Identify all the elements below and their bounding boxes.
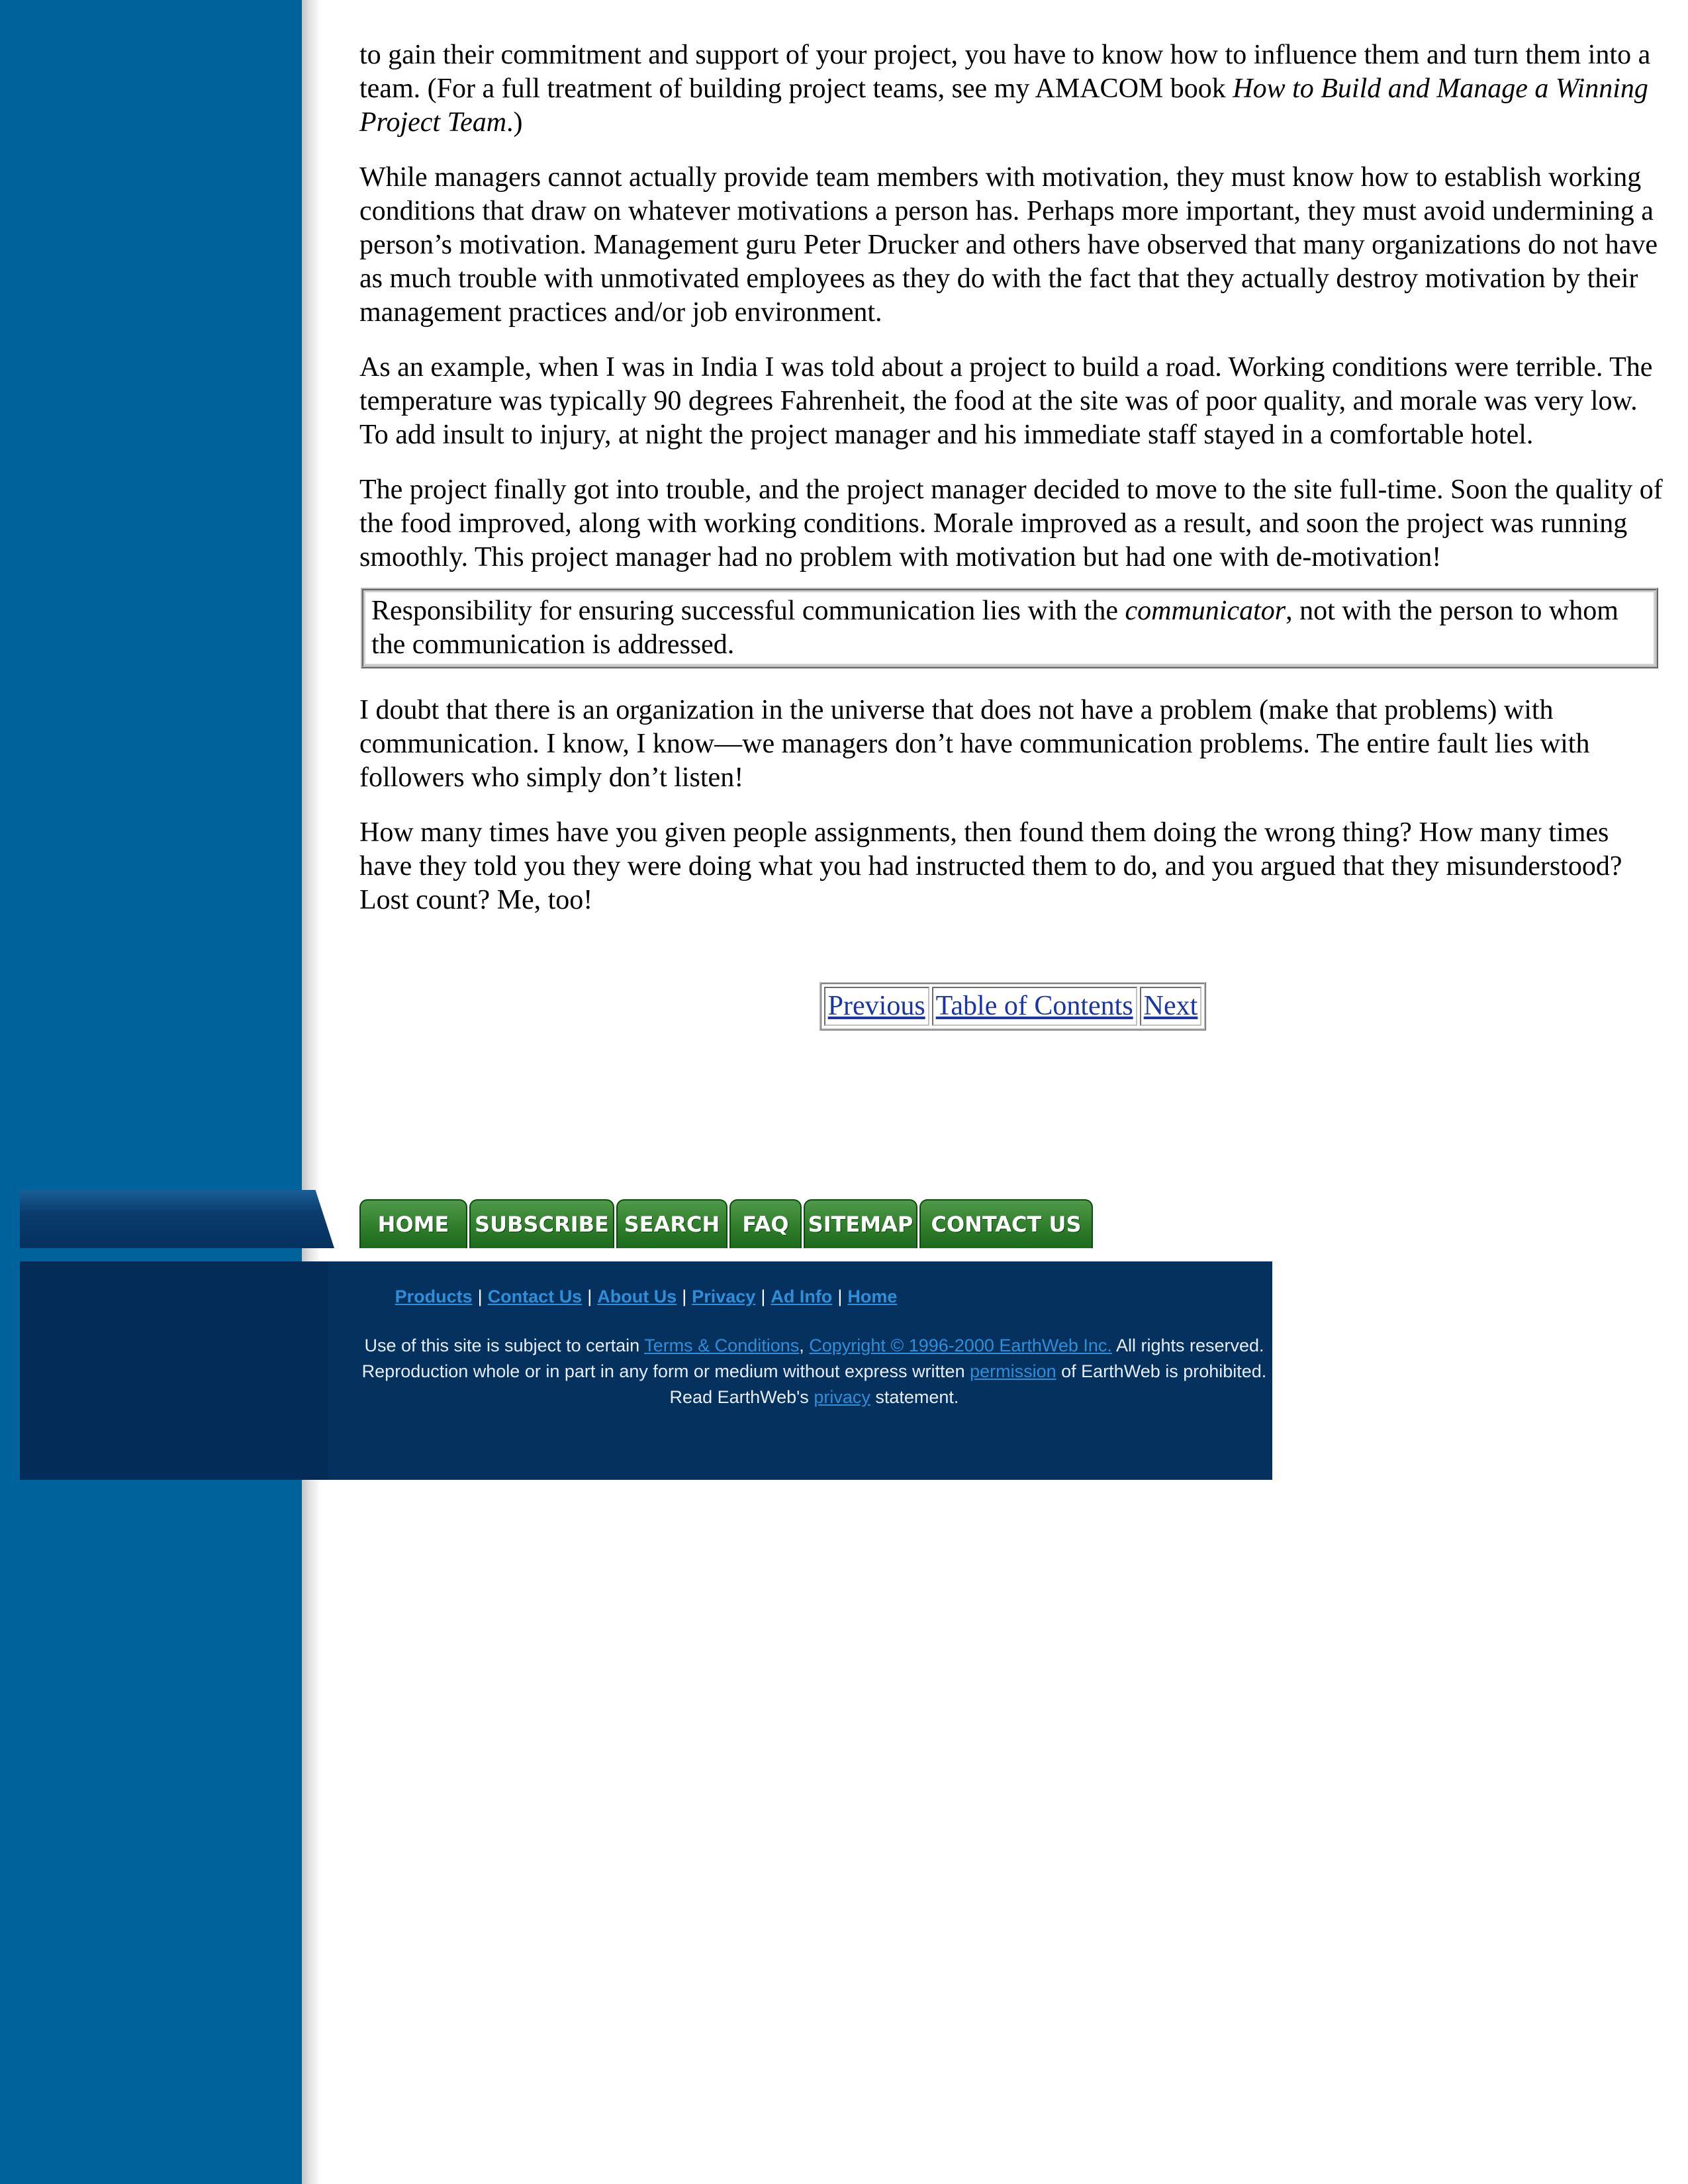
toc-cell	[932, 987, 1137, 1026]
footer-link-contact-us[interactable]: Contact Us	[487, 1287, 583, 1306]
pagination-table	[820, 982, 1207, 1030]
privacy-statement-link[interactable]: privacy	[814, 1387, 870, 1407]
previous-cell	[824, 987, 929, 1026]
footer-link-privacy[interactable]: Privacy	[692, 1287, 756, 1306]
callout-box	[361, 588, 1658, 668]
next-cell	[1140, 987, 1202, 1026]
main-menu-tabs	[359, 1197, 1095, 1248]
footer-link-home[interactable]: Home	[847, 1287, 898, 1306]
callout-emphasis: communicator	[1125, 596, 1286, 626]
footer-link-products[interactable]: Products	[395, 1287, 473, 1306]
table-of-contents-link[interactable]: Table of Contents	[935, 991, 1133, 1021]
tab-contact-us[interactable]: CONTACT US	[919, 1199, 1093, 1248]
footer-link-about-us[interactable]: About Us	[597, 1287, 677, 1306]
legal-text-1: Use of this site is subject to certain	[364, 1336, 645, 1355]
tab-subscribe[interactable]: SUBSCRIBE	[469, 1199, 614, 1248]
legal-text-2: All rights reserved. Reproduction whole or in part in any form or medium without express written	[361, 1336, 1264, 1381]
separator: |	[761, 1287, 766, 1306]
paragraph-1-end: .)	[506, 107, 523, 138]
article-content	[359, 38, 1664, 1032]
callout-text-end: , not with the person to whom the communication is addressed.	[371, 596, 1618, 660]
left-sidebar-bar	[0, 0, 302, 2184]
paragraph-6: How many times have you given people assignments, then found them doing the wrong thing? How many times have they told you they were doing what you had instructed them to do, and you argued that they misunderstood? Lost count? Me, too!	[359, 817, 1622, 915]
permission-link[interactable]: permission	[970, 1361, 1056, 1381]
separator: |	[587, 1287, 592, 1306]
footer-links	[20, 1287, 1272, 1307]
site-footer	[20, 1261, 1272, 1480]
legal-comma: ,	[799, 1336, 810, 1355]
copyright-link[interactable]: Copyright © 1996-2000 EarthWeb Inc.	[809, 1336, 1112, 1355]
footer-legal-text	[344, 1333, 1284, 1410]
separator: |	[682, 1287, 687, 1306]
paragraph-4: The project finally got into trouble, and the project manager decided to move to the site full-time. Soon the quality of the food improved, along with working conditions. Morale improved as a result, and soon the project was running smoothly. This project manager had no problem with motivation but had one with de-motivation!	[359, 475, 1663, 572]
pagination-area	[359, 982, 1664, 1032]
next-link[interactable]: Next	[1143, 991, 1198, 1021]
legal-text-3: of EarthWeb is prohibited. Read EarthWeb's	[669, 1361, 1267, 1407]
menu-strip-decoration	[20, 1190, 334, 1248]
tab-faq[interactable]: FAQ	[729, 1199, 802, 1248]
tab-search[interactable]: SEARCH	[616, 1199, 727, 1248]
book-title: How to Build and Manage a Winning Project Team	[359, 73, 1648, 138]
paragraph-3: As an example, when I was in India I was told about a project to build a road. Working conditions were terrible. The temperature was typically 90 degrees Fahrenheit, the food at the site was of poor quality, and morale was very low. To add insult to injury, at night the project manager and his immediate staff stayed in a comfortable hotel.	[359, 352, 1653, 450]
paragraph-5: I doubt that there is an organization in the universe that does not have a problem (make that problems) with communication. I know, I know—we managers don’t have communication problems. The entire fault lies with followers who simply don’t listen!	[359, 695, 1590, 793]
tab-sitemap[interactable]: SITEMAP	[804, 1199, 917, 1248]
callout-text-start: Responsibility for ensuring successful communication lies with the	[371, 596, 1125, 626]
paragraph-2: While managers cannot actually provide team members with motivation, they must know how to establish working conditions that draw on whatever motivations a person has. Perhaps more important, they must avoid undermining a person’s motivation. Management guru Peter Drucker and others have observed that many organizations do not have as much trouble with unmotivated employees as they do with the fact that they actually destroy motivation by their management practices and/or job environment.	[359, 162, 1658, 328]
footer-link-ad-info[interactable]: Ad Info	[771, 1287, 833, 1306]
sidebar-shadow	[302, 0, 319, 2184]
paragraph-1-text: to gain their commitment and support of your project, you have to know how to influence them and turn them into a team. (For a full treatment of building project teams, see my AMACOM book	[359, 40, 1651, 104]
legal-text-4: statement.	[870, 1387, 959, 1407]
tab-home[interactable]: HOME	[359, 1199, 467, 1248]
paragraph-1	[359, 38, 1664, 140]
previous-link[interactable]: Previous	[827, 991, 925, 1021]
terms-link[interactable]: Terms & Conditions	[644, 1336, 800, 1355]
separator: |	[837, 1287, 843, 1306]
separator: |	[477, 1287, 483, 1306]
